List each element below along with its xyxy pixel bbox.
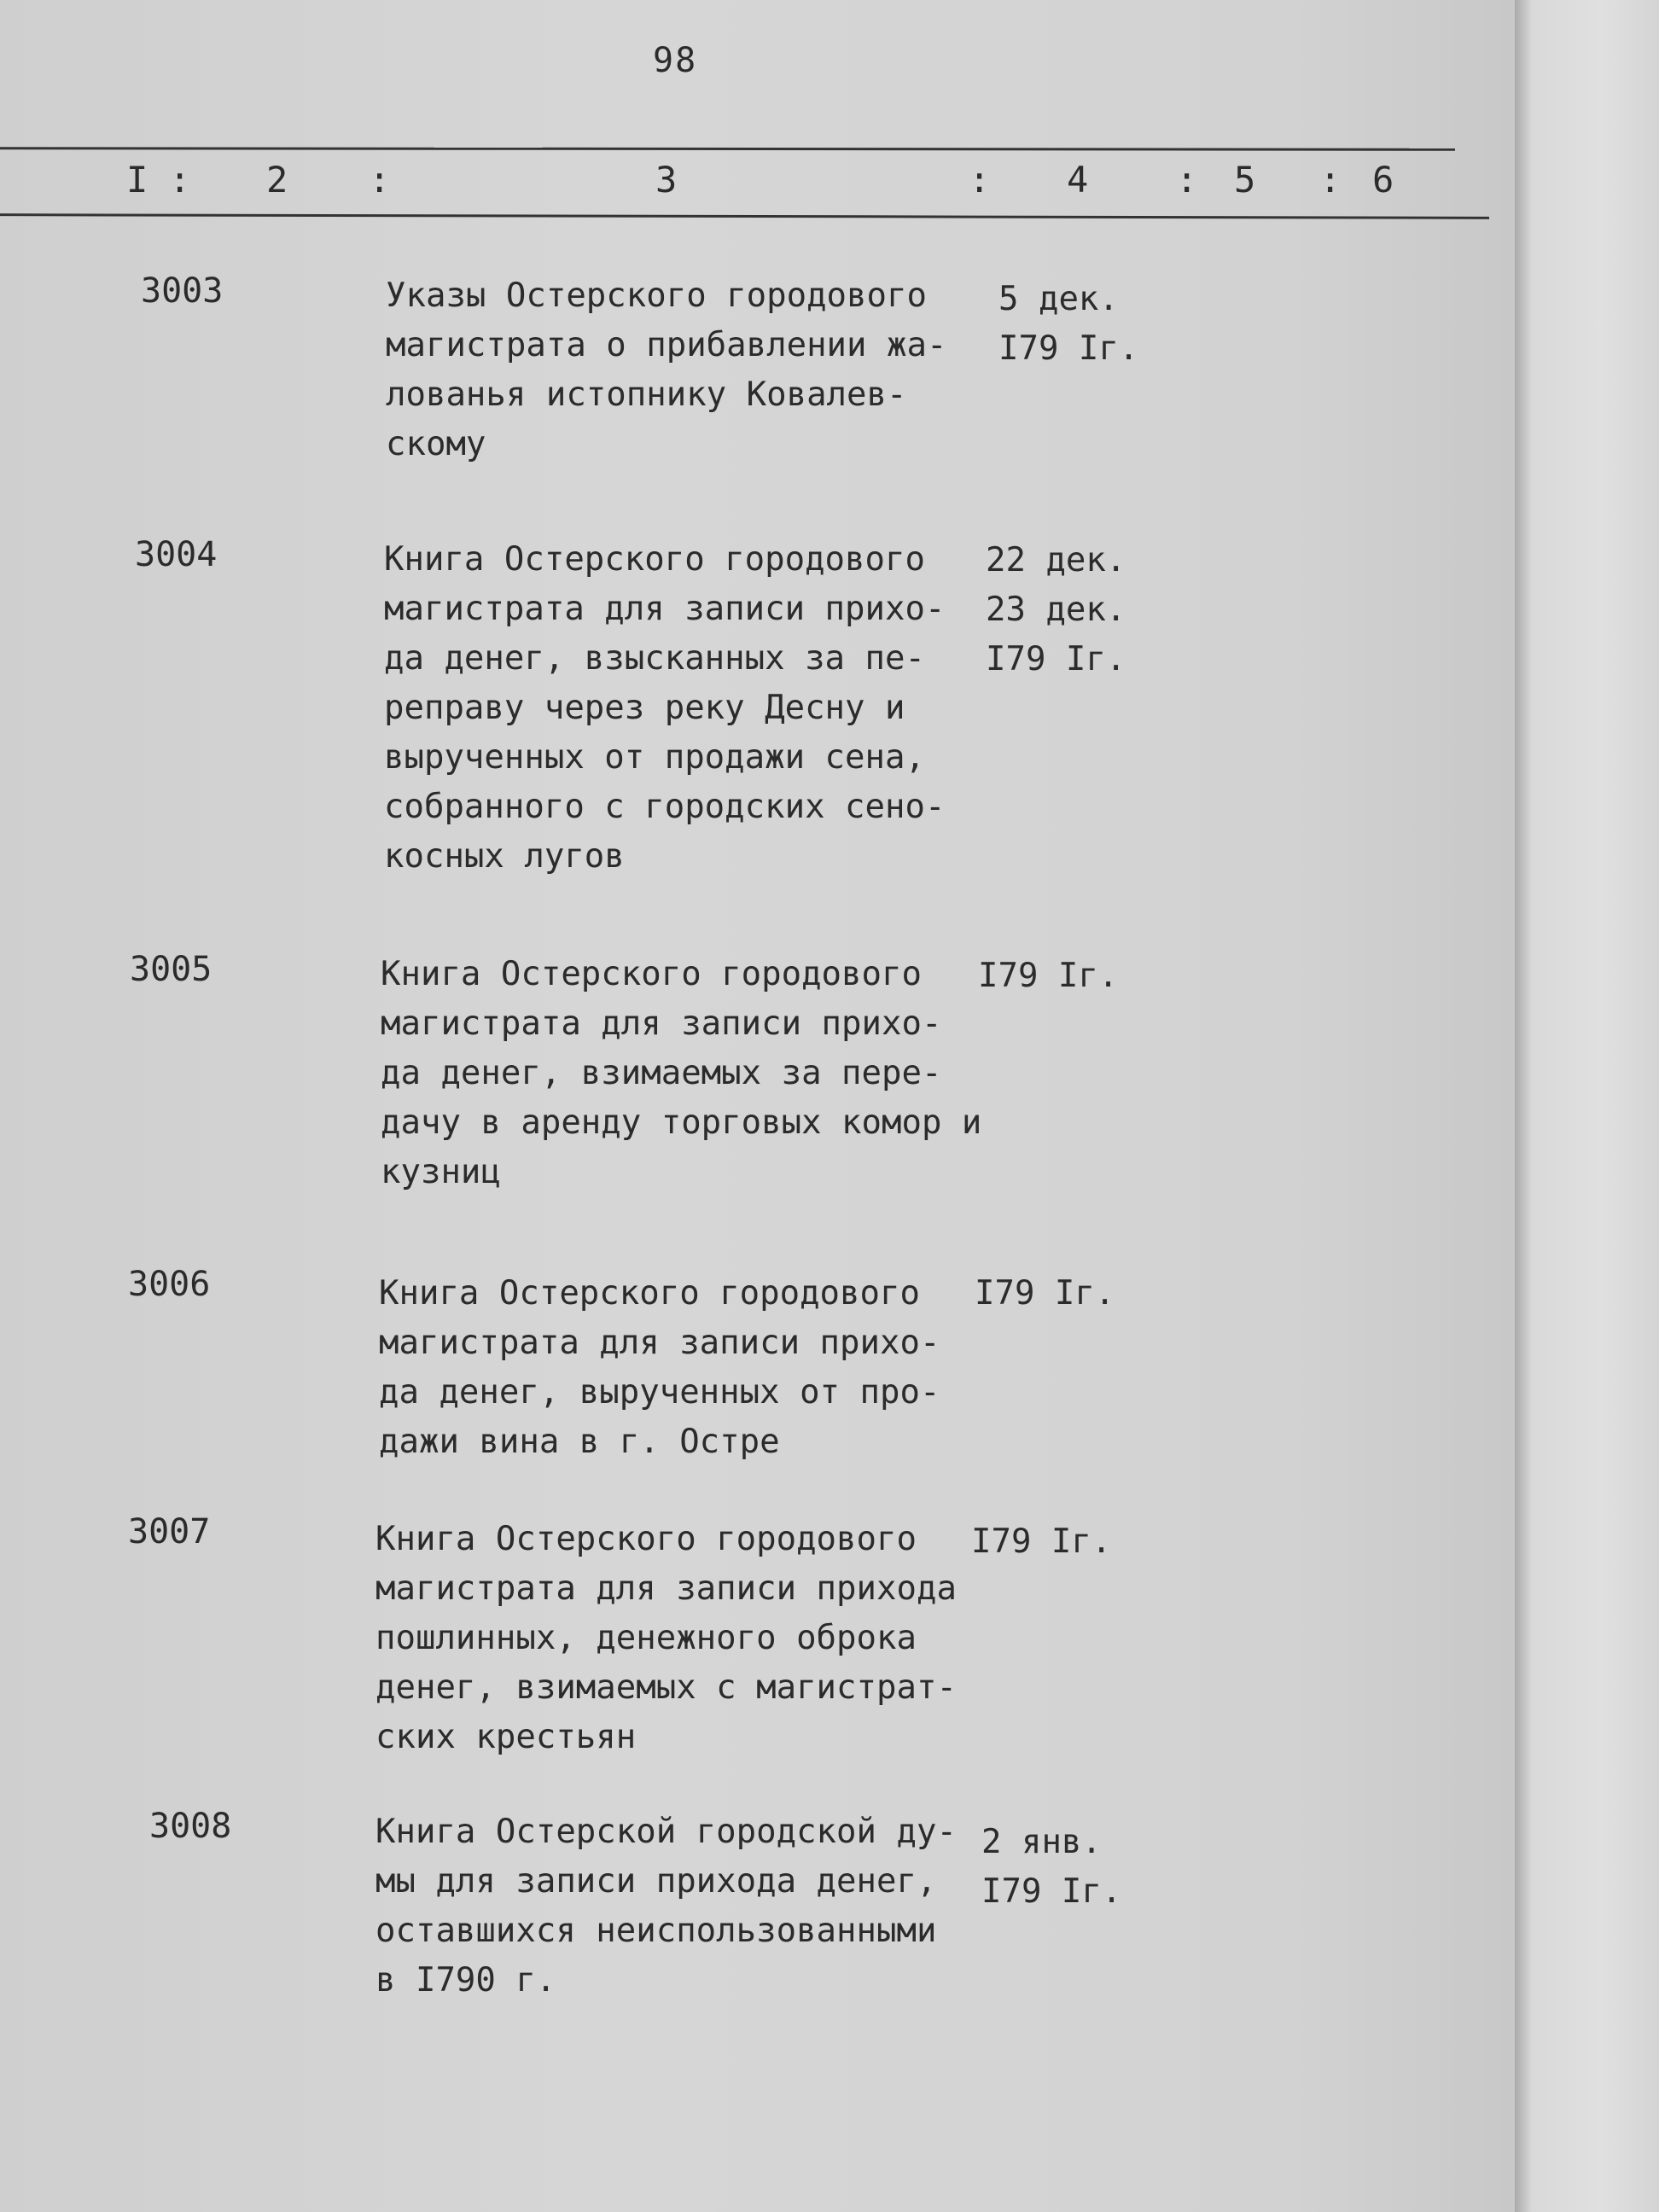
date-line: I79 Iг.	[986, 640, 1126, 678]
description-line: пошлинных, денежного оброка	[375, 1619, 917, 1657]
description-line: скому	[386, 425, 486, 463]
entry-date	[981, 1818, 1121, 1917]
description-line: вырученных от продажи сена,	[384, 738, 925, 777]
column-separator: :	[969, 159, 991, 201]
description-line: денег, взимаемых с магистрат-	[375, 1668, 957, 1707]
column-header-3: 3	[655, 159, 678, 201]
column-separator: :	[1319, 159, 1342, 201]
description-line: Книга Остерского городового	[375, 1520, 917, 1558]
description-line: собранного с городских сено-	[384, 788, 946, 826]
description-line: да денег, вырученных от про-	[379, 1373, 940, 1412]
description-line: Указы Остерского городового	[386, 276, 927, 315]
description-line: косных лугов	[384, 837, 625, 876]
date-line: I79 Iг.	[971, 1522, 1112, 1561]
description-line: дажи вина в г. Остре	[379, 1423, 780, 1461]
description-line: да денег, взимаемых за пере-	[381, 1054, 942, 1092]
entry-number: 3007	[128, 1512, 211, 1551]
description-line: магистрата для записи прихо-	[384, 590, 946, 628]
entry-description	[375, 1515, 957, 1762]
entry-description	[381, 950, 981, 1197]
description-line: Книга Остерской городской ду-	[375, 1813, 957, 1851]
description-line: лованья истопнику Ковалев-	[386, 375, 907, 414]
date-line: I79 Iг.	[998, 329, 1139, 368]
entry-description	[379, 1269, 940, 1467]
date-line: I79 Iг.	[975, 1274, 1115, 1313]
date-line: I79 Iг.	[978, 957, 1119, 995]
description-line: магистрата о прибавлении жа-	[386, 326, 947, 364]
date-line: 22 дек.	[986, 541, 1126, 579]
column-header-5: 5	[1234, 159, 1256, 201]
date-line: I79 Iг.	[981, 1872, 1122, 1911]
description-line: оставшихся неиспользованными	[375, 1912, 937, 1950]
date-line: 5 дек.	[998, 280, 1119, 318]
entry-date	[978, 952, 1118, 1001]
column-header-2: 2	[266, 159, 288, 201]
description-line: кузниц	[381, 1153, 501, 1191]
description-line: в I790 г.	[375, 1961, 556, 2000]
entry-number: 3005	[130, 950, 212, 989]
entry-number: 3004	[135, 535, 218, 574]
description-line: да денег, взысканных за пе-	[384, 639, 925, 678]
entry-date	[975, 1269, 1115, 1318]
description-line: магистрата для записи прихода	[375, 1569, 957, 1608]
date-line: 2 янв.	[981, 1823, 1102, 1861]
description-line: Книга Остерского городового	[379, 1274, 920, 1313]
description-line: Книга Остерского городового	[381, 955, 922, 993]
page-number: 98	[653, 41, 698, 80]
entry-description	[384, 535, 945, 882]
entry-number: 3003	[141, 271, 224, 311]
description-line: мы для записи прихода денег,	[375, 1862, 937, 1901]
entry-date	[971, 1517, 1111, 1567]
entry-number: 3006	[128, 1265, 211, 1304]
column-header-4: 4	[1067, 159, 1089, 201]
description-line: дачу в аренду торговых комор и	[381, 1103, 982, 1142]
description-line: реправу через реку Десну и	[384, 689, 905, 727]
entry-description	[375, 1807, 957, 2005]
header-rule-bottom	[0, 213, 1489, 219]
column-separator: :	[1176, 159, 1198, 201]
description-line: Книга Остерского городового	[384, 540, 925, 579]
column-separator: :	[169, 159, 191, 201]
facing-page-edge	[1515, 0, 1659, 2212]
column-separator: :	[369, 159, 391, 201]
entry-date	[986, 536, 1126, 684]
entry-number: 3008	[149, 1807, 232, 1846]
entry-description	[386, 271, 946, 469]
entry-date	[998, 275, 1138, 374]
description-line: ских крестьян	[375, 1718, 637, 1756]
date-line: 23 дек.	[986, 591, 1126, 629]
description-line: магистрата для записи прихо-	[381, 1004, 942, 1043]
column-header-6: 6	[1372, 159, 1394, 201]
header-rule-top	[0, 147, 1455, 150]
description-line: магистрата для записи прихо-	[379, 1324, 940, 1362]
column-header-1: I	[126, 159, 148, 201]
